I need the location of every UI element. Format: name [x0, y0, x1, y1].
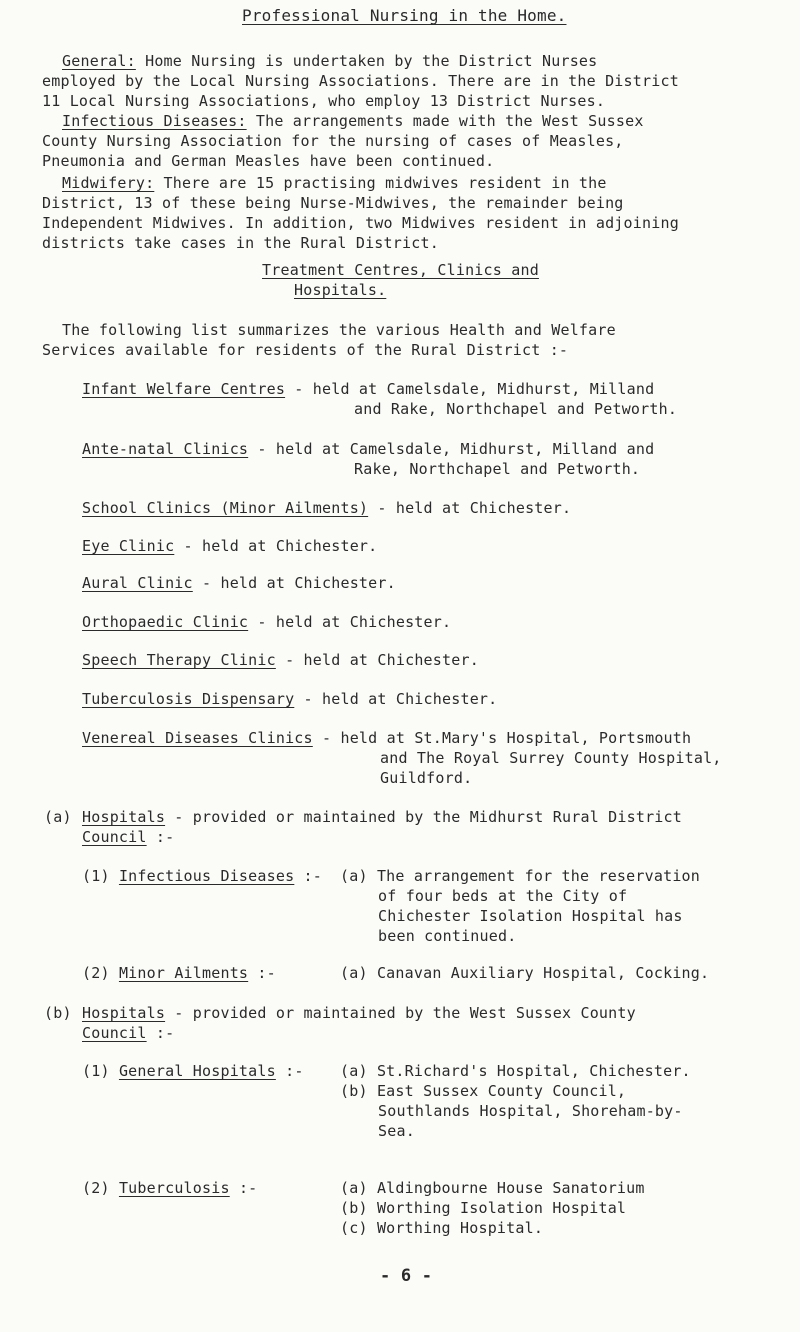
- service-ante-natal: Ante-natal Clinics - held at Camelsdale, Midhurst, Milland and Rake, Northchapel and Petworth.: [82, 440, 655, 478]
- treatment-heading: Treatment Centres, Clinics and Hospitals.: [262, 261, 539, 299]
- midwifery-heading: Midwifery:: [62, 174, 155, 192]
- hospitals-b-item-1: (1) General Hospitals :-: [82, 1062, 304, 1080]
- service-aural-clinic: Aural Clinic - held at Chichester.: [82, 574, 396, 592]
- midwifery-paragraph: Midwifery: There are 15 practising midwives resident in the District, 13 of these being Nurse-Midwives, the remainder being Independent Midwives. In addition, two Midwives resident in adjoining districts take cases in the Rural District.: [42, 174, 679, 252]
- service-eye-clinic: Eye Clinic - held at Chichester.: [82, 537, 378, 555]
- hospitals-a-heading: Hospitals - provided or maintained by the Midhurst Rural District Council :-: [82, 808, 683, 846]
- hospitals-b-item-2: (2) Tuberculosis :-: [82, 1179, 258, 1197]
- service-speech-therapy: Speech Therapy Clinic - held at Chichester.: [82, 651, 479, 669]
- hospitals-a-item-2-detail: (a) Canavan Auxiliary Hospital, Cocking.: [340, 964, 710, 982]
- hospitals-a-item-2: (2) Minor Ailments :-: [82, 964, 276, 982]
- hospitals-a-label: (a): [44, 808, 72, 826]
- page-title: Professional Nursing in the Home.: [242, 6, 567, 25]
- treatment-intro: The following list summarizes the various Health and Welfare Services available for residents of the Rural District :-: [42, 321, 616, 359]
- service-infant-welfare: Infant Welfare Centres - held at Camelsdale, Midhurst, Milland and Rake, Northchapel and Petworth.: [82, 380, 678, 418]
- page-number: - 6 -: [380, 1266, 433, 1286]
- service-orthopaedic-clinic: Orthopaedic Clinic - held at Chichester.: [82, 613, 452, 631]
- service-venereal: Venereal Diseases Clinics - held at St.Mary's Hospital, Portsmouth and The Royal Surrey County Hospital, Guildford.: [82, 729, 722, 787]
- hospitals-a-item-1: (1) Infectious Diseases :-: [82, 867, 323, 885]
- hospitals-b-item-2-detail: (a) Aldingbourne House Sanatorium (b) Worthing Isolation Hospital (c) Worthing Hospital.: [340, 1179, 645, 1237]
- service-school-clinics: School Clinics (Minor Ailments) - held at Chichester.: [82, 499, 572, 517]
- hospitals-b-heading: Hospitals - provided or maintained by the West Sussex County Council :-: [82, 1004, 636, 1042]
- infectious-heading: Infectious Diseases:: [62, 112, 247, 130]
- infectious-paragraph: Infectious Diseases: The arrangements made with the West Sussex County Nursing Association for the nursing of cases of Measles, Pneumonia and German Measles have been continued.: [42, 112, 644, 170]
- general-heading: General:: [62, 52, 136, 70]
- hospitals-b-label: (b): [44, 1004, 72, 1022]
- hospitals-b-item-1-detail: (a) St.Richard's Hospital, Chichester. (b) East Sussex County Council, Southlands Hospital, Shoreham-by- Sea.: [340, 1062, 691, 1140]
- hospitals-a-item-1-detail: (a) The arrangement for the reservation of four beds at the City of Chichester Isolation Hospital has been continued.: [340, 867, 701, 945]
- service-tuberculosis: Tuberculosis Dispensary - held at Chichester.: [82, 690, 498, 708]
- general-paragraph: General: Home Nursing is undertaken by the District Nurses employed by the Local Nursing Associations. There are in the District 11 Local Nursing Associations, who employ 13 District Nurses.: [42, 52, 679, 110]
